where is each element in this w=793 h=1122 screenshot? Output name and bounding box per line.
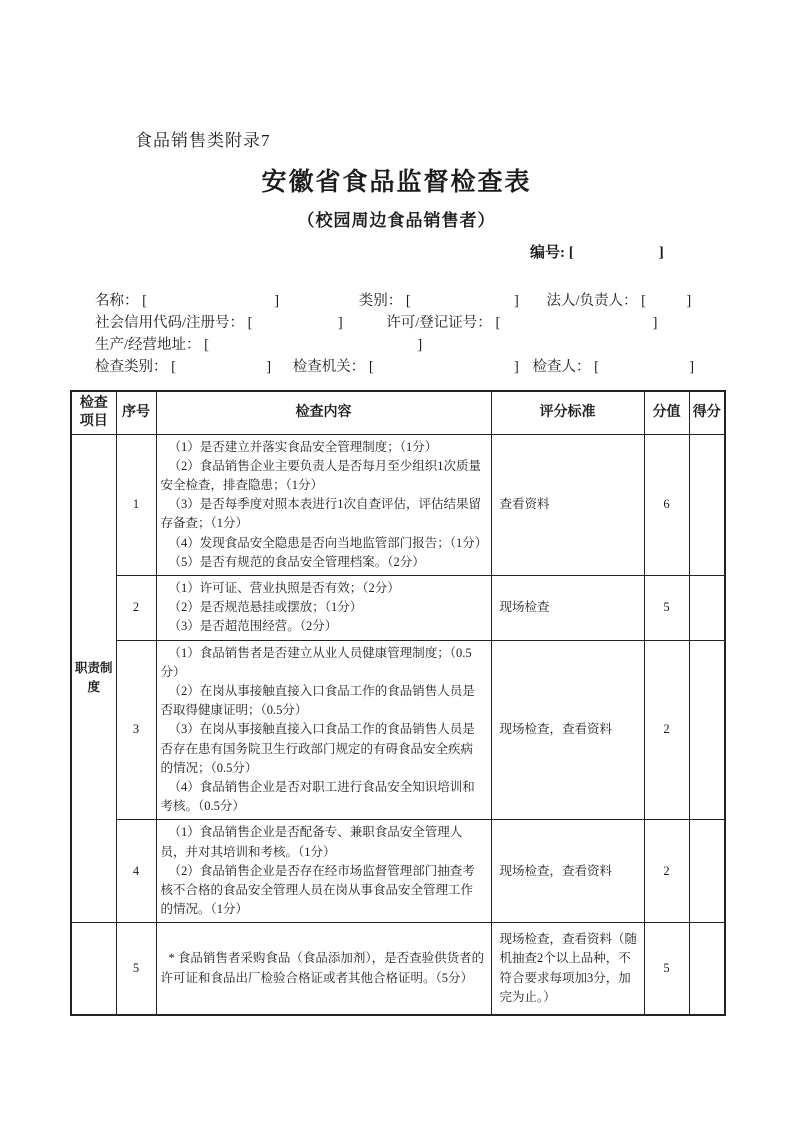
check-item: （1）许可证、营业执照是否有效；（2分） xyxy=(168,580,400,595)
earned-score-cell xyxy=(689,923,725,1015)
info-fields xyxy=(95,289,733,377)
table-row-1 xyxy=(71,434,725,575)
name-label: 名称： xyxy=(95,293,139,309)
table-row-2 xyxy=(71,575,725,640)
check-item: （1）食品销售者是否建立从业人员健康管理制度；（0.5分） xyxy=(160,645,472,679)
category-cell: 职责制度 xyxy=(71,434,116,923)
score-cell: 5 xyxy=(644,923,689,1015)
name-blank: [ ] xyxy=(142,293,280,309)
earned-score-cell xyxy=(689,640,725,820)
check-item: （2）食品销售企业主要负责人是否每月至少组织1次质量安全检查，排查隐患；（1分） xyxy=(160,458,482,492)
table-row-4 xyxy=(71,820,725,923)
standard-cell: 查看资料 xyxy=(491,434,644,575)
check-item: （2）食品销售企业是否存在经市场监督管理部门抽查考核不合格的食品安全管理人员在岗从事食品安全管理工作的情况。（1分） xyxy=(160,863,475,917)
score-cell: 5 xyxy=(644,575,689,640)
col-header-content: 检查内容 xyxy=(156,391,491,434)
table-row-5 xyxy=(71,923,725,1015)
serial-cell: 4 xyxy=(116,820,156,923)
inspection-table xyxy=(70,390,726,1016)
address-blank: [ ] xyxy=(204,337,423,353)
serial-cell: 1 xyxy=(116,434,156,575)
check-item: （3）是否超范围经营。（2分） xyxy=(168,619,338,634)
check-item: （5）是否有规范的食品安全管理档案。（2分） xyxy=(168,554,425,569)
col-header-standard: 评分标准 xyxy=(491,391,644,434)
earned-score-cell xyxy=(689,434,725,575)
standard-cell: 现场检查 xyxy=(491,575,644,640)
inspector-blank: [ ] xyxy=(594,359,695,375)
appendix-label: 食品销售类附录7 xyxy=(135,131,271,150)
col-header-check-item: 检查项目 xyxy=(71,391,116,434)
license-blank: [ ] xyxy=(495,315,658,331)
check-item: （1）是否建立并落实食品安全管理制度；（1分） xyxy=(168,439,438,454)
field-line-1 xyxy=(95,289,733,311)
address-label: 生产/经营地址： xyxy=(95,337,201,353)
check-org-label: 检查机关： xyxy=(292,359,366,375)
check-type-label: 检查类别： xyxy=(95,359,168,375)
col-header-serial: 序号 xyxy=(116,391,156,434)
check-item: * 食品销售者采购食品（食品添加剂），是否查验供货者的许可证和食品出厂检验合格证或者其他合格证明。（5分） xyxy=(160,951,485,985)
earned-score-cell xyxy=(689,820,725,923)
table-header-row xyxy=(71,391,725,434)
serial-number-field xyxy=(530,241,664,262)
credit-code-blank: [ ] xyxy=(247,315,343,331)
content-cell xyxy=(156,434,491,575)
table-row-3 xyxy=(71,640,725,820)
content-cell xyxy=(156,575,491,640)
check-item: （2）是否规范悬挂或摆放；（1分） xyxy=(168,600,363,615)
category-blank: [ ] xyxy=(405,293,519,309)
col-header-score: 分值 xyxy=(644,391,689,434)
category-label: 类别： xyxy=(358,293,403,309)
score-cell: 2 xyxy=(644,820,689,923)
check-item: （3）是否每季度对照本表进行1次自查评估，评估结果留存备查；（1分） xyxy=(160,497,482,531)
check-type-blank: [ ] xyxy=(171,359,272,375)
page-subtitle: （校园周边食品销售者） xyxy=(297,211,496,230)
content-cell xyxy=(156,640,491,820)
check-item: （4）发现食品安全隐患是否向当地监管部门报告；（1分） xyxy=(168,535,488,550)
standard-cell: 现场检查，查看资料 xyxy=(491,640,644,820)
serial-cell: 3 xyxy=(116,640,156,820)
earned-score-cell xyxy=(689,575,725,640)
serial-label: 编号: xyxy=(530,245,565,261)
serial-cell: 2 xyxy=(116,575,156,640)
content-cell xyxy=(156,923,491,1015)
check-item: （4）食品销售企业是否对职工进行食品安全知识培训和考核。（0.5分） xyxy=(160,779,475,814)
standard-cell: 现场检查，查看资料 xyxy=(491,820,644,923)
check-item: （1）食品销售企业是否配备专、兼职食品安全管理人员，并对其培训和考核。（1分） xyxy=(160,825,463,859)
category-cell-empty xyxy=(71,923,116,1015)
serial-blank: [ ] xyxy=(568,245,664,261)
field-line-2 xyxy=(95,311,733,333)
check-item: （2）在岗从事接触直接入口食品工作的食品销售人员是否取得健康证明；（0.5分） xyxy=(160,683,475,718)
field-line-4 xyxy=(95,355,733,377)
check-item: （3）在岗从事接触直接入口食品工作的食品销售人员是否存在患有国务院卫生行政部门规定的有碍食品安全疾病的情况；（0.5分） xyxy=(160,722,475,775)
field-line-3 xyxy=(95,333,733,355)
legal-person-blank: [ ] xyxy=(641,293,692,309)
credit-code-label: 社会信用代码/注册号： xyxy=(95,315,245,331)
score-cell: 2 xyxy=(644,640,689,820)
col-header-earned: 得分 xyxy=(689,391,725,434)
license-label: 许可/登记证号： xyxy=(386,315,492,331)
page-title: 安徽省食品监督检查表 xyxy=(261,169,532,196)
score-cell: 6 xyxy=(644,434,689,575)
check-org-blank: [ ] xyxy=(368,359,519,375)
serial-cell: 5 xyxy=(116,923,156,1015)
standard-cell: 现场检查，查看资料（随机抽查2个以上品种，不符合要求每项加3分，加完为止。） xyxy=(491,923,644,1015)
inspector-label: 检查人： xyxy=(532,359,591,375)
legal-person-label: 法人/负责人： xyxy=(546,293,638,309)
content-cell xyxy=(156,820,491,923)
